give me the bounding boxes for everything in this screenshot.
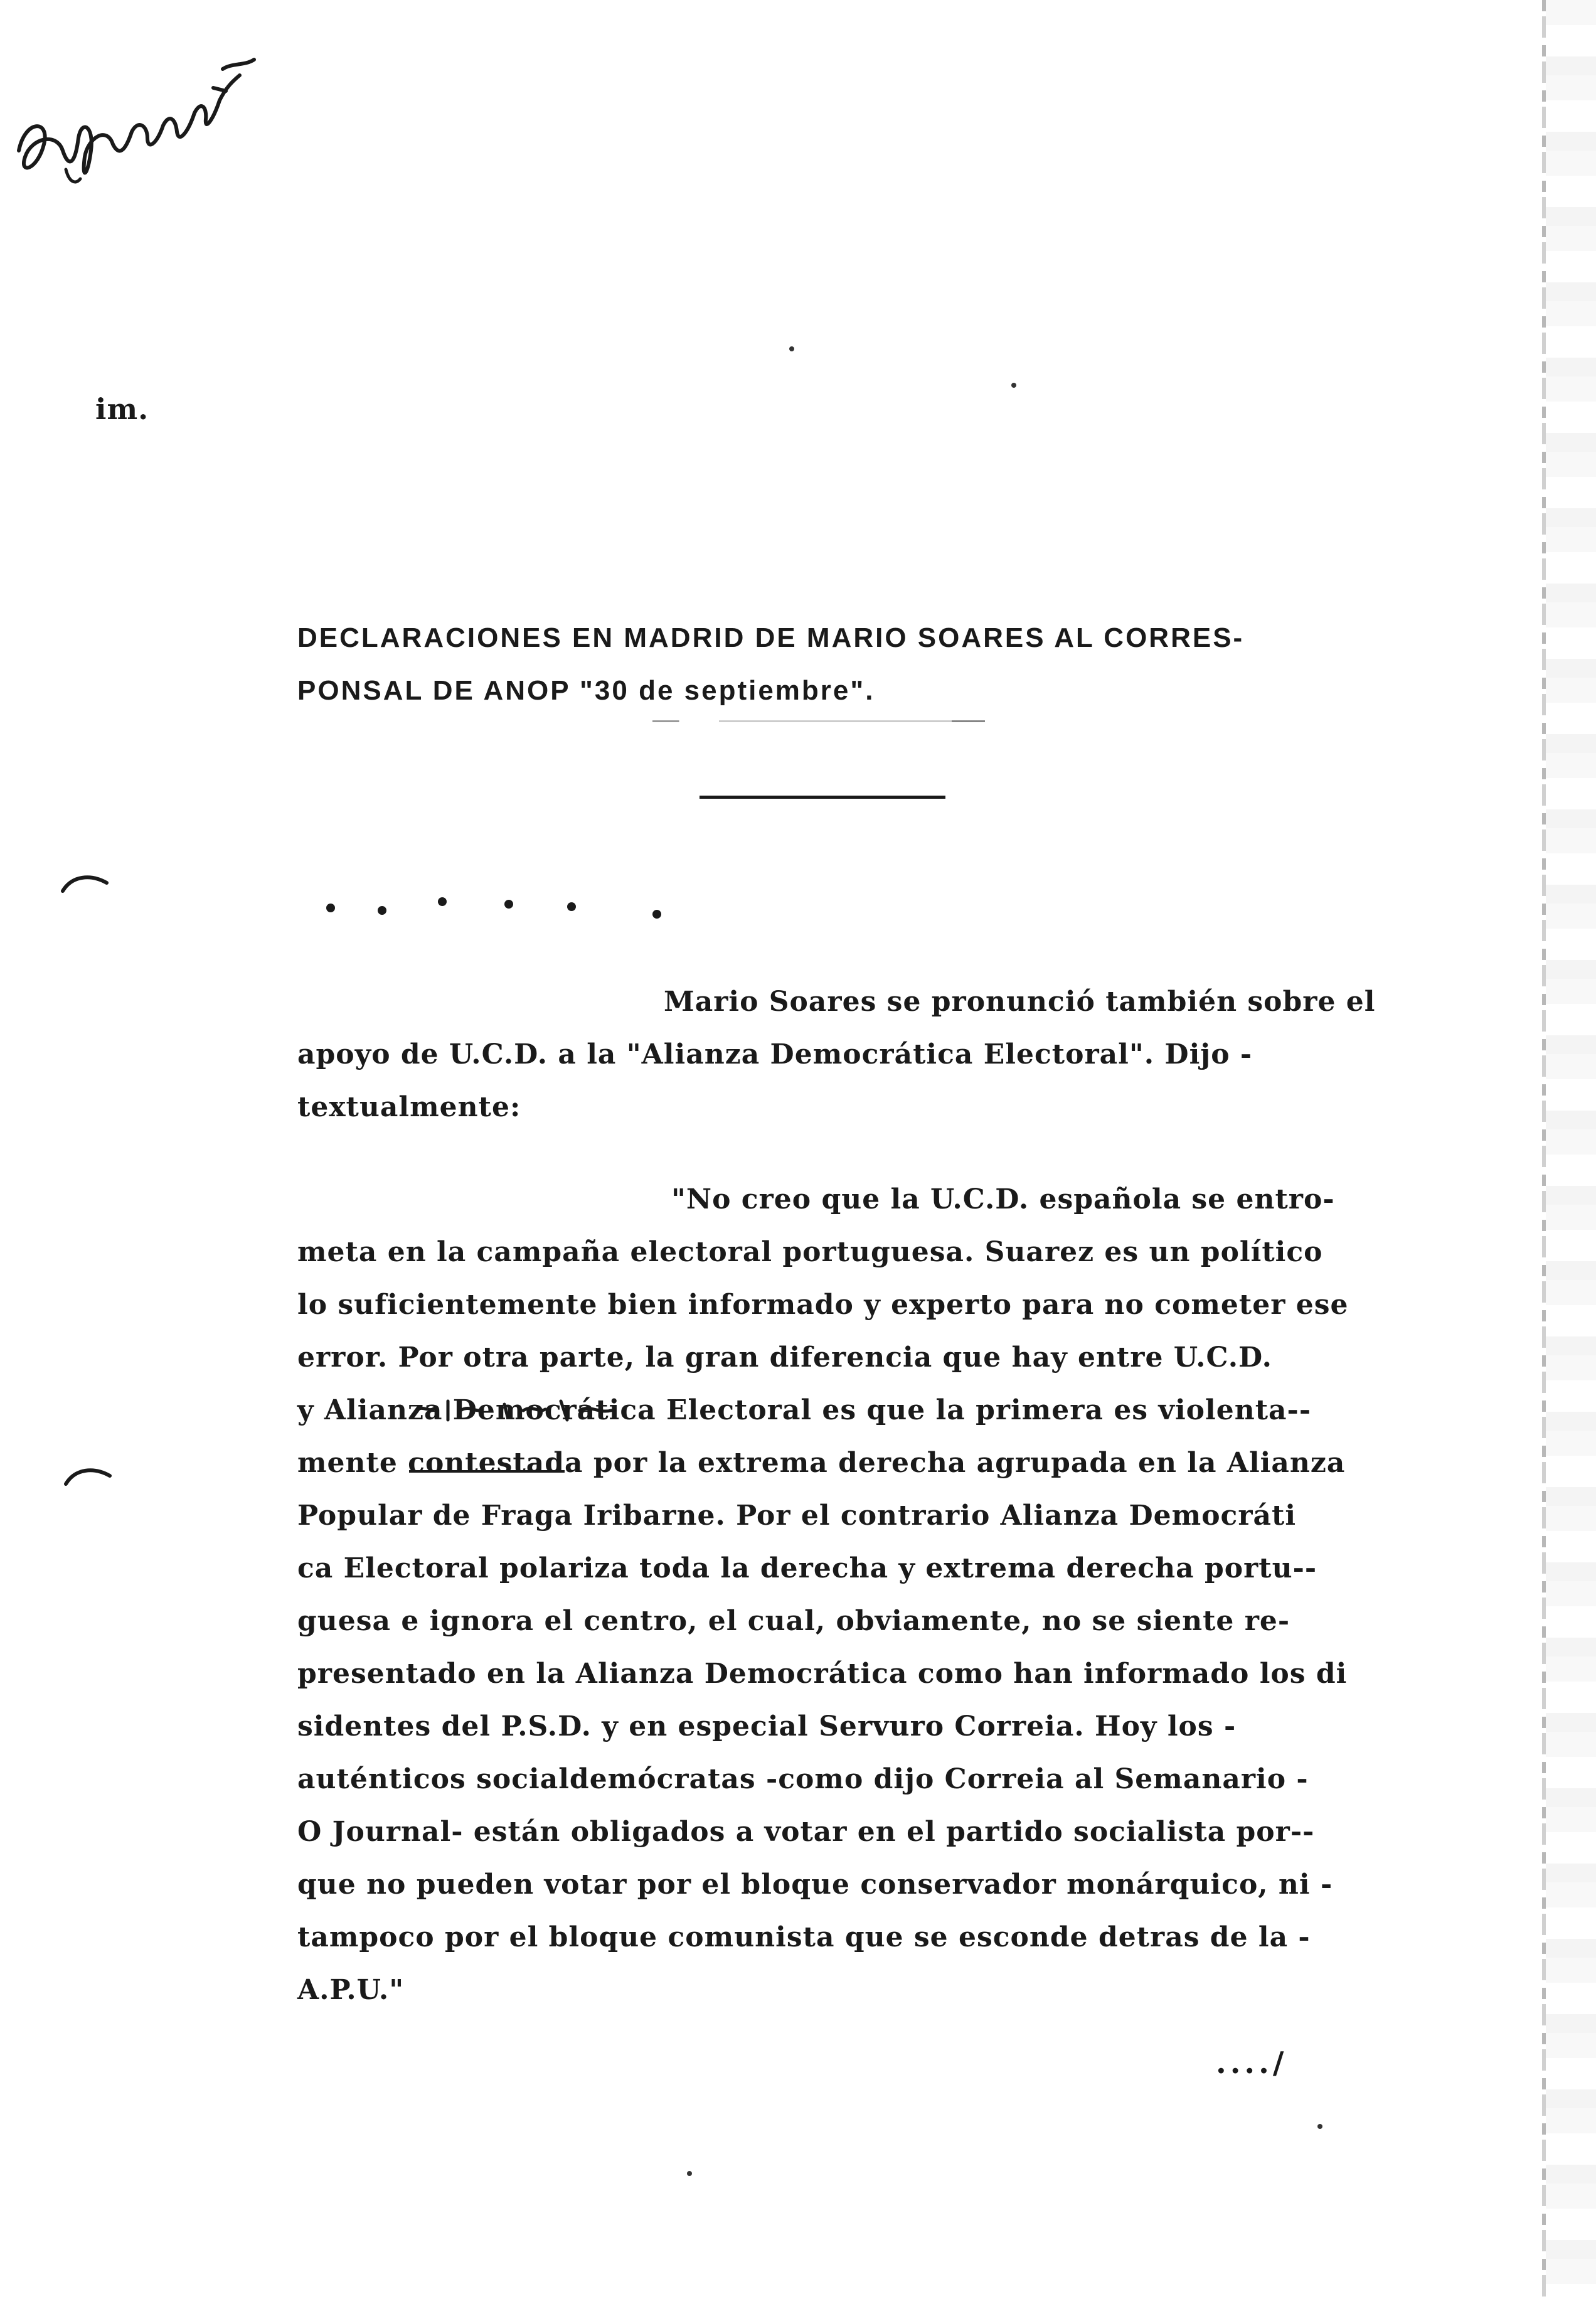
paragraph-line: lo suficientemente bien informado y experto para no cometer ese: [297, 1289, 1349, 1321]
margin-bracket-icon: [63, 1462, 113, 1487]
paragraph-line: tampoco por el bloque comunista que se esconde detras de la -: [297, 1921, 1311, 1953]
paragraph-line: error. Por otra parte, la gran diferencia que hay entre U.C.D.: [297, 1342, 1272, 1374]
margin-bracket-icon: [60, 869, 110, 894]
handwritten-signature: [6, 25, 270, 188]
paragraph-line: sidentes del P.S.D. y en especial Servuro Correia. Hoy los -: [297, 1710, 1237, 1742]
quote-paragraph: [297, 1173, 1420, 2017]
scanned-edge-shadow: [1546, 0, 1596, 2299]
paragraph-line: Mario Soares se pronunció también sobre el: [664, 986, 1376, 1018]
paragraph-line: meta en la campaña electoral portuguesa. Suarez es un político: [297, 1236, 1323, 1268]
underline-mark: [652, 720, 985, 722]
paragraph-line: textualmente:: [297, 1091, 521, 1123]
paragraph-line: mente contestada por la extrema derecha agrupada en la Alianza: [297, 1447, 1346, 1479]
paragraph-line: "No creo que la U.C.D. española se entro-: [671, 1183, 1335, 1215]
paragraph-line: presentado en la Alianza Democrática como han informado los di: [297, 1658, 1348, 1690]
scan-speck: [687, 2171, 692, 2176]
scan-speck: [1317, 2124, 1322, 2129]
paragraph-line: O Journal- están obligados a votar en el partido socialista por--: [297, 1816, 1315, 1848]
paragraph-line: Popular de Fraga Iribarne. Por el contrario Alianza Democráti: [297, 1500, 1297, 1532]
paragraph-line: que no pueden votar por el bloque conservador monárquico, ni -: [297, 1869, 1333, 1901]
paragraph-line: apoyo de U.C.D. a la "Alianza Democrática Electoral". Dijo -: [297, 1038, 1253, 1070]
scan-speck: [789, 346, 794, 351]
paragraph-line: guesa e ignora el centro, el cual, obviamente, no se siente re-: [297, 1605, 1290, 1637]
paragraph-line: y Alianza Democrática Electoral es que la primera es violenta--: [297, 1394, 1312, 1426]
paragraph-line: A.P.U.": [297, 1974, 405, 2006]
heading-line-1: DECLARACIONES EN MADRID DE MARIO SOARES AL CORRES-: [297, 622, 1245, 653]
intro-paragraph: [297, 976, 1420, 1134]
scan-speck: [1011, 383, 1016, 388]
document-heading: [297, 612, 1427, 717]
signature-icon: [6, 25, 270, 188]
paragraph-line: auténticos socialdemócratas -como dijo Correia al Semanario -: [297, 1763, 1309, 1795]
heading-line-2: PONSAL DE ANOP "30 de septiembre".: [297, 675, 875, 706]
continuation-mark: ..../: [1216, 2046, 1288, 2081]
section-divider: [700, 796, 945, 799]
paragraph-line: ca Electoral polariza toda la derecha y extrema derecha portu--: [297, 1552, 1317, 1584]
ellipsis-dots: [326, 891, 678, 929]
typist-initials: im.: [95, 392, 149, 426]
